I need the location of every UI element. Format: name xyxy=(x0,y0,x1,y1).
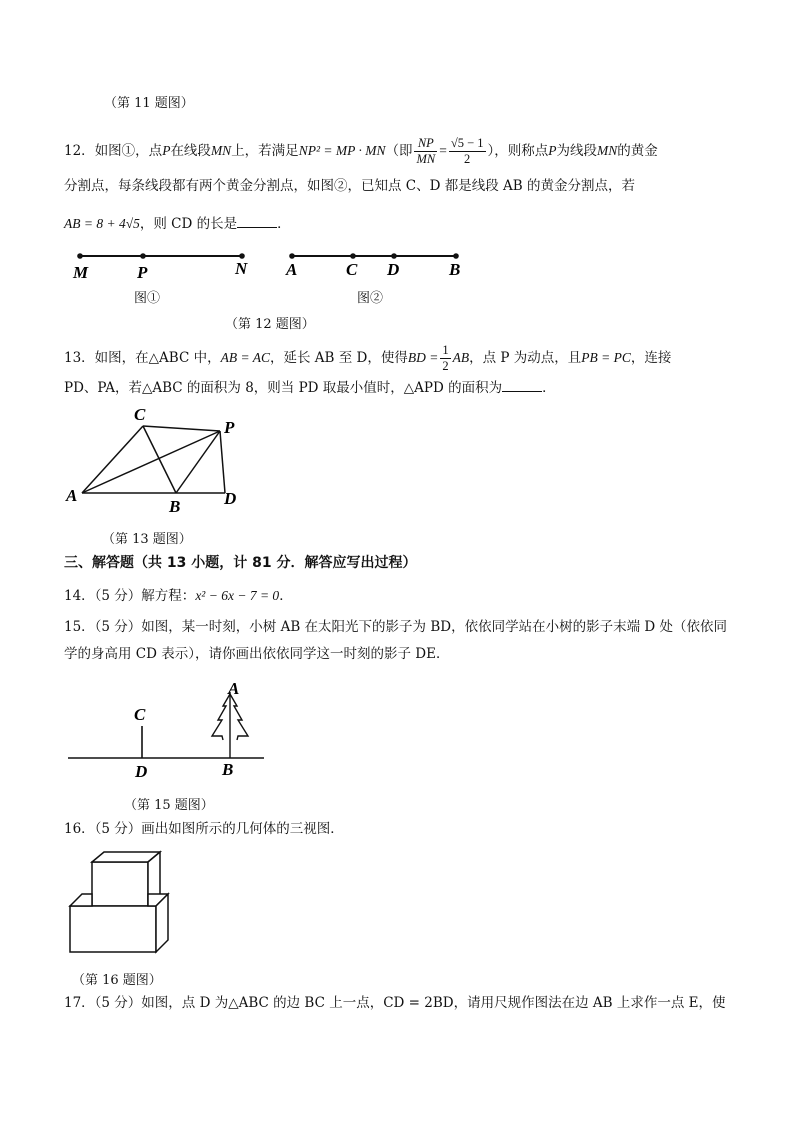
equation-pb-pc: PB = PC xyxy=(581,350,631,365)
text: ，则 CD 的长是 xyxy=(139,216,238,232)
text: ），则称点 xyxy=(487,143,549,159)
figure-caption-12: （第 12 题图） xyxy=(225,317,315,332)
segment-ab: AB xyxy=(452,350,470,365)
label-m: M xyxy=(73,263,89,282)
label-n: N xyxy=(235,259,248,278)
text: 14．（5 分）解方程： xyxy=(64,588,196,604)
fraction-golden-ratio xyxy=(449,136,486,167)
figure-caption-16: （第 16 题图） xyxy=(72,973,162,988)
section-heading: 三、解答题（共 13 小题，计 81 分．解答应写出过程） xyxy=(64,555,417,571)
text: ． xyxy=(542,380,556,396)
fraction-denominator: 2 xyxy=(464,152,471,166)
figure-13 xyxy=(60,404,260,522)
base-top-left xyxy=(70,894,92,906)
segment-ac xyxy=(82,426,143,493)
equation-ab: AB = 8 + 4√5 xyxy=(64,216,140,231)
label-a: A xyxy=(228,679,240,698)
equation-ab-ac: AB = AC xyxy=(220,350,270,365)
text: ，点 P 为动点，且 xyxy=(469,350,582,366)
text: 13．如图，在△ABC 中， xyxy=(64,350,221,366)
question-13-line-2 xyxy=(64,377,556,398)
point-c xyxy=(350,253,356,259)
base-front xyxy=(70,906,156,952)
text: 上，若满足 xyxy=(231,143,299,159)
equals-sign: = xyxy=(439,143,447,158)
point-d xyxy=(391,253,397,259)
cube-front xyxy=(92,862,148,906)
segment-cb xyxy=(143,426,176,493)
question-number: 12． xyxy=(64,143,95,159)
text: （即 xyxy=(385,143,413,159)
text: ． xyxy=(279,588,293,604)
text: ，连接 xyxy=(630,350,672,366)
figure-15 xyxy=(60,676,276,786)
segment-ap xyxy=(82,431,220,493)
point-p: P xyxy=(548,143,557,158)
point-p: P xyxy=(162,143,171,158)
label-a: A xyxy=(66,486,78,505)
label-p: P xyxy=(137,263,148,282)
label-b: B xyxy=(449,260,461,279)
figure-1-caption: 图① xyxy=(134,291,161,306)
fraction-denominator: MN xyxy=(416,152,436,166)
figure-16 xyxy=(60,846,180,958)
label-d: D xyxy=(135,762,148,781)
label-d: D xyxy=(387,260,400,279)
question-17: 17．（5 分）如图，点 D 为△ABC 的边 BC 上一点，CD = 2BD，请用尺规作图法在边 AB 上求作一点 E，使 xyxy=(64,995,726,1011)
point-b xyxy=(453,253,459,259)
label-b: B xyxy=(169,497,181,516)
label-a: A xyxy=(286,260,298,279)
label-c: C xyxy=(346,260,358,279)
figure-caption-13: （第 13 题图） xyxy=(102,532,192,547)
point-a xyxy=(289,253,295,259)
text: PD、PA，若△ABC 的面积为 8，则当 PD 取最小值时，△APD 的面积为 xyxy=(64,380,503,396)
point-m xyxy=(77,253,83,259)
text: 的黄金 xyxy=(617,143,658,159)
point-p xyxy=(140,253,146,259)
text: 为线段 xyxy=(556,143,598,159)
question-16: 16．（5 分）画出如图所示的几何体的三视图． xyxy=(64,821,344,837)
tree-icon xyxy=(212,692,248,758)
segment-mn: MN xyxy=(210,143,232,158)
equation-bd: BD = xyxy=(407,350,439,365)
text: 在线段 xyxy=(170,143,211,159)
figure-caption-15: （第 15 题图） xyxy=(124,798,214,813)
answer-blank xyxy=(502,377,542,392)
question-12-line-2: 分割点，每条线段都有两个黄金分割点，如图②，已知点 C、D 都是线段 AB 的黄金分割点，若 xyxy=(64,178,635,194)
fraction-numerator: √5 − 1 xyxy=(450,136,484,150)
text: ． xyxy=(277,216,291,232)
segment-mn: MN xyxy=(597,143,618,158)
point-n xyxy=(239,253,245,259)
equation-golden: NP² = MP · MN xyxy=(298,143,386,158)
figure-caption-11: （第 11 题图） xyxy=(104,96,194,111)
answer-blank xyxy=(237,213,277,228)
segment-cp xyxy=(143,426,220,431)
question-12-line-3 xyxy=(64,213,291,234)
text: 如图①，点 xyxy=(94,143,163,159)
question-15-line-1: 15．（5 分）如图，某一时刻，小树 AB 在太阳光下的影子为 BD，依依同学站在小树的影子末端 D 处（依依同 xyxy=(64,619,728,635)
label-c: C xyxy=(134,405,146,424)
figure-12 xyxy=(60,246,480,306)
label-p: P xyxy=(224,418,235,437)
fraction-np-mn xyxy=(414,136,437,167)
figure-2-caption: 图② xyxy=(357,291,384,306)
question-15-line-2: 学的身高用 CD 表示），请你画出依依同学这一时刻的影子 DE． xyxy=(64,646,450,662)
label-d: D xyxy=(224,489,237,508)
fraction-half xyxy=(440,343,450,374)
label-c: C xyxy=(134,705,146,724)
fraction-denominator: 2 xyxy=(442,359,449,373)
equation-quadratic: x² − 6x − 7 = 0 xyxy=(195,588,280,603)
question-12-line-1 xyxy=(64,136,658,167)
fraction-numerator: 1 xyxy=(442,343,449,357)
text: ，延长 AB 至 D，使得 xyxy=(269,350,408,366)
question-14 xyxy=(64,586,293,606)
question-13-line-1 xyxy=(64,343,671,374)
fraction-numerator: NP xyxy=(414,136,437,152)
label-b: B xyxy=(222,760,234,779)
segment-pd xyxy=(220,431,225,493)
